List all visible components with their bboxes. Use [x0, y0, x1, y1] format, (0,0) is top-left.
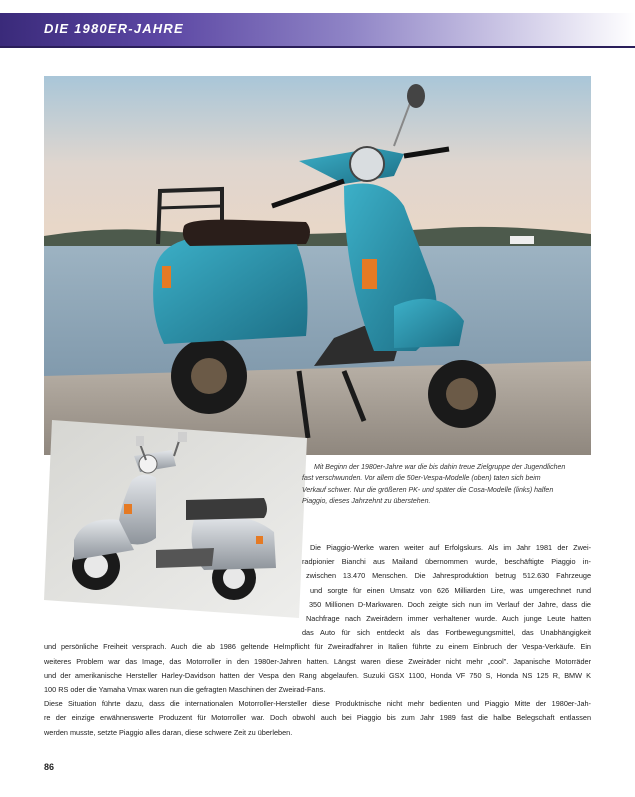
body-line: 100 RS oder die Yamaha Vmax waren nun die gefragten Maschinen der Zweirad-Fans.: [44, 685, 326, 695]
caption-line: Mit Beginn der 1980er-Jahre war die bis dahin treue Zielgruppe der Jugendlichen: [314, 464, 566, 471]
body-line: Die Piaggio-Werke waren weiter auf Erfolgskurs. Als im Jahr 1981 der Zwei-: [310, 543, 591, 552]
body-line: werden musste, setzte Piaggio alles daran, diese schwere Zeit zu überleben.: [44, 727, 293, 737]
body-line: weiteres Problem war das Image, das Motorroller in den 1980er-Jahren hatten. Längst waren diese Zweiräder nicht mehr „cool". Japanische Motorräder: [44, 656, 591, 666]
body-line: radpionier Bianchi aus Mailand übernommen wurde, beschäftigte Piaggio in-: [302, 557, 591, 567]
body-text: [44, 541, 591, 740]
body-line: das Auto für sich entdeckt als das Fortbewegungsmittel, das Unabhängigkeit: [302, 628, 591, 638]
body-line: Diese Situation führte dazu, dass die internationalen Motorroller-Hersteller diese Produktnische nicht mehr bedienten und Piaggio Mitte der 1980er-Jah-: [44, 699, 591, 709]
body-line: und sorgte für einen Umsatz von 626 Milliarden Lire, was umgerechnet rund: [310, 585, 591, 595]
body-line: und der amerikanische Hersteller Harley-Davidson hatten der Vespa den Rang abgelaufen. Suzuki GSX 1100, Honda VF 750 S, Honda NS 125 R, BMW K: [44, 670, 591, 680]
caption-line: Verkauf schwer. Nur die größeren PK- und später die Cosa-Modelle (links) halfen: [302, 486, 554, 494]
chapter-title: DIE 1980ER-JAHRE: [44, 21, 184, 36]
page-number: 86: [44, 762, 55, 772]
body-line: re der einzige erwähnenswerte Produzent für Motorroller war. Doch obwohl auch bei Piaggio bis zum Jahr 1989 fast die halbe Belegschaft entlassen: [44, 713, 591, 723]
body-line: zwischen 13.470 Menschen. Die Jahresproduktion betrug 512.630 Fahrzeuge: [306, 571, 591, 581]
caption-line: Piaggio, dieses Jahrzehnt zu überstehen.: [302, 497, 431, 505]
caption-line: fast verschwunden. Vor allem die 50er-Vespa-Modelle (oben) taten sich beim: [302, 475, 541, 483]
body-line: und persönliche Freiheit versprach. Auch die ab 1986 geltende Helmpflicht für Zweiradfahrer in Italien führte zu einem Einbruch der Vespa-Verkäufe. Ein: [44, 642, 591, 652]
body-line: 350 Millionen D-Markwaren. Doch zeigte sich nun im Verlauf der Jahre, dass die: [309, 599, 591, 609]
photo-caption: [300, 462, 592, 507]
photo-blue-vespa: [44, 76, 591, 455]
body-line: Nachfrage nach Zweirädern immer verhaltener wurde. Auch junge Leute hatten: [306, 614, 591, 624]
header-rule: [0, 46, 635, 48]
